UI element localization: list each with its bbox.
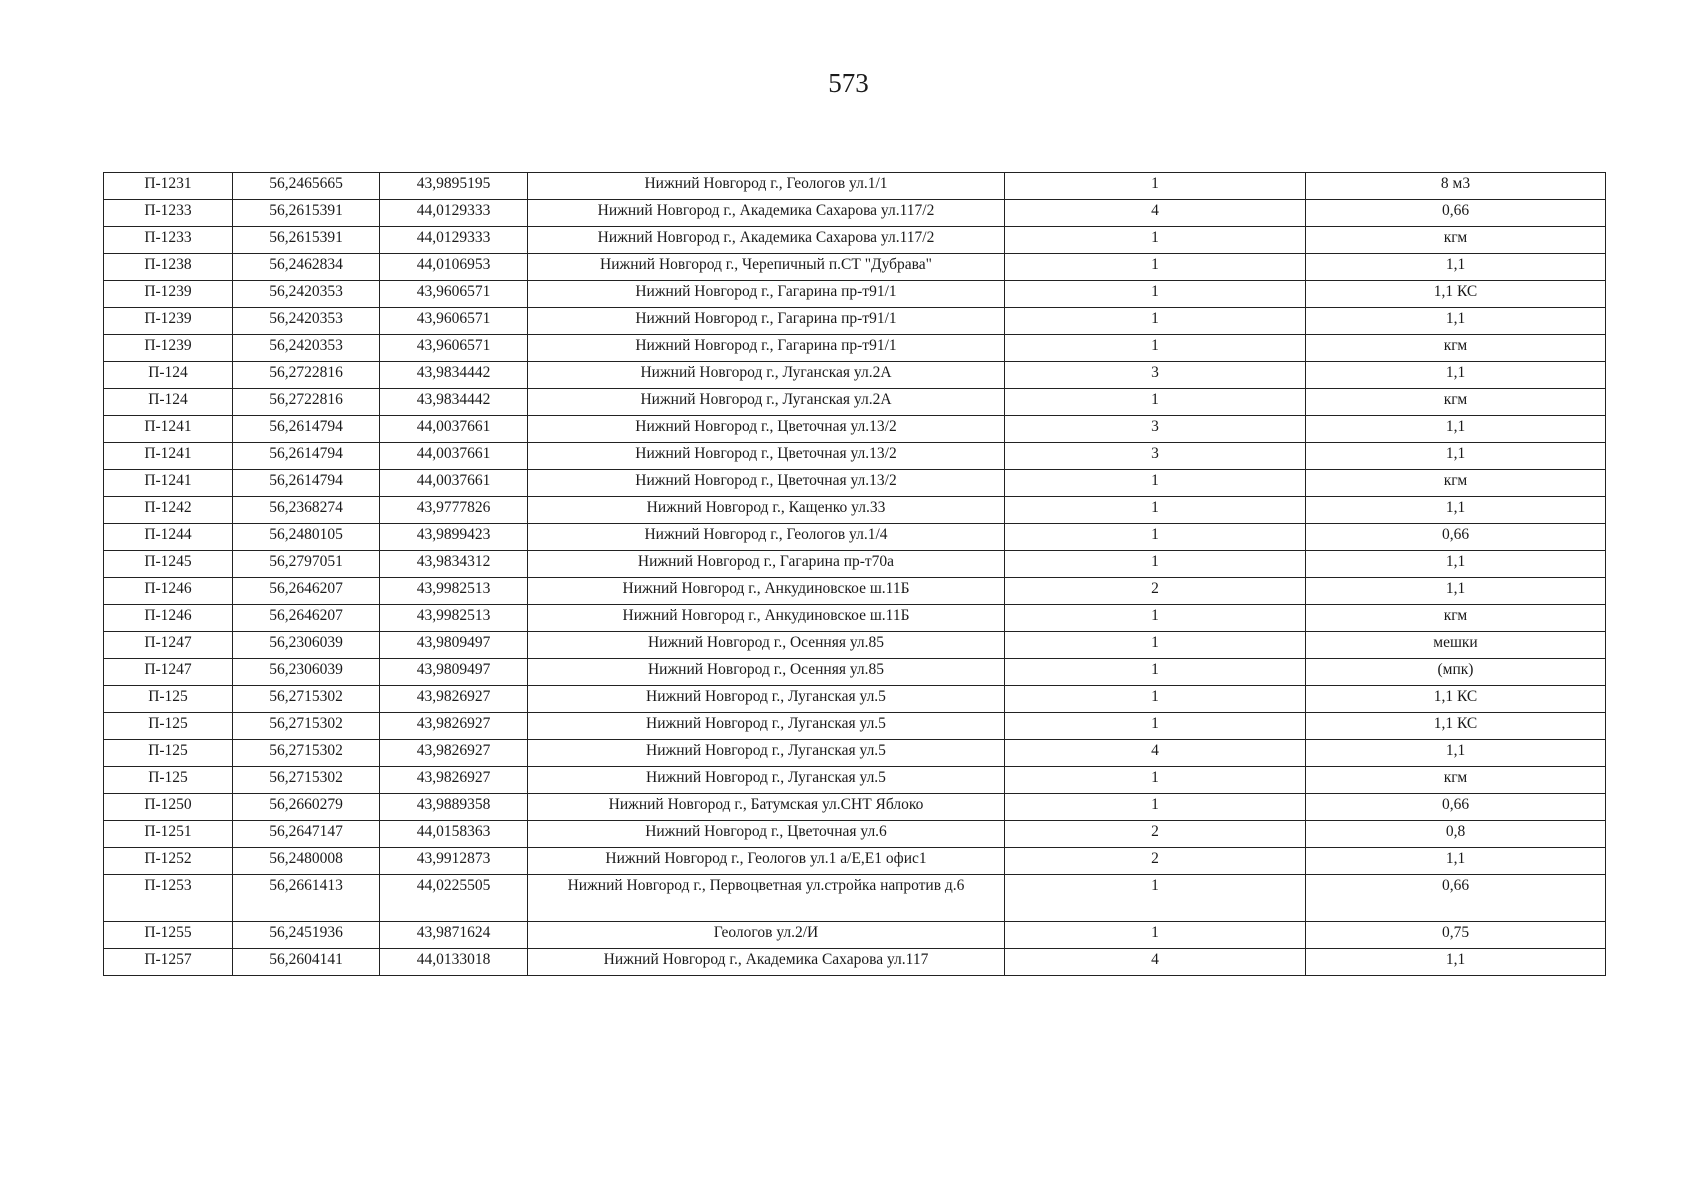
volume-cell: 1,1 КС xyxy=(1306,686,1606,713)
table-row xyxy=(104,875,1606,922)
volume-cell: 0,66 xyxy=(1306,875,1606,922)
volume-cell: 1,1 xyxy=(1306,497,1606,524)
longitude-cell: 43,9895195 xyxy=(380,173,528,200)
longitude-cell: 43,9982513 xyxy=(380,578,528,605)
address-cell: Нижний Новгород г., Цветочная ул.13/2 xyxy=(528,443,1005,470)
latitude-cell: 56,2715302 xyxy=(233,767,380,794)
longitude-cell: 44,0158363 xyxy=(380,821,528,848)
volume-cell: 1,1 xyxy=(1306,254,1606,281)
latitude-cell: 56,2480105 xyxy=(233,524,380,551)
address-cell: Нижний Новгород г., Академика Сахарова ул.117/2 xyxy=(528,227,1005,254)
address-cell: Нижний Новгород г., Цветочная ул.6 xyxy=(528,821,1005,848)
volume-cell: кгм xyxy=(1306,389,1606,416)
table-row xyxy=(104,200,1606,227)
longitude-cell: 43,9826927 xyxy=(380,740,528,767)
table-row xyxy=(104,443,1606,470)
site-id-cell: П-125 xyxy=(104,740,233,767)
address-cell: Нижний Новгород г., Гагарина пр-т70а xyxy=(528,551,1005,578)
longitude-cell: 44,0129333 xyxy=(380,227,528,254)
latitude-cell: 56,2715302 xyxy=(233,713,380,740)
site-id-cell: П-1246 xyxy=(104,578,233,605)
latitude-cell: 56,2615391 xyxy=(233,227,380,254)
longitude-cell: 43,9606571 xyxy=(380,308,528,335)
address-cell: Нижний Новгород г., Геологов ул.1 а/Е,Е1 офис1 xyxy=(528,848,1005,875)
table-row xyxy=(104,922,1606,949)
count-cell: 1 xyxy=(1005,632,1306,659)
volume-cell: 0,66 xyxy=(1306,200,1606,227)
site-id-cell: П-1252 xyxy=(104,848,233,875)
site-id-cell: П-1253 xyxy=(104,875,233,922)
latitude-cell: 56,2604141 xyxy=(233,949,380,976)
longitude-cell: 43,9606571 xyxy=(380,335,528,362)
table-row xyxy=(104,659,1606,686)
address-cell: Нижний Новгород г., Гагарина пр-т91/1 xyxy=(528,308,1005,335)
address-cell: Нижний Новгород г., Луганская ул.2А xyxy=(528,362,1005,389)
address-cell: Нижний Новгород г., Осенняя ул.85 xyxy=(528,659,1005,686)
site-id-cell: П-1250 xyxy=(104,794,233,821)
latitude-cell: 56,2368274 xyxy=(233,497,380,524)
site-id-cell: П-125 xyxy=(104,767,233,794)
latitude-cell: 56,2420353 xyxy=(233,335,380,362)
table-row xyxy=(104,767,1606,794)
table-row xyxy=(104,578,1606,605)
site-id-cell: П-1244 xyxy=(104,524,233,551)
site-id-cell: П-1255 xyxy=(104,922,233,949)
count-cell: 2 xyxy=(1005,848,1306,875)
latitude-cell: 56,2715302 xyxy=(233,686,380,713)
volume-cell: 0,66 xyxy=(1306,794,1606,821)
volume-cell: 1,1 xyxy=(1306,551,1606,578)
address-cell: Нижний Новгород г., Луганская ул.2А xyxy=(528,389,1005,416)
site-id-cell: П-124 xyxy=(104,362,233,389)
latitude-cell: 56,2306039 xyxy=(233,659,380,686)
count-cell: 4 xyxy=(1005,740,1306,767)
longitude-cell: 43,9899423 xyxy=(380,524,528,551)
count-cell: 1 xyxy=(1005,686,1306,713)
table-row xyxy=(104,740,1606,767)
volume-cell: 1,1 xyxy=(1306,848,1606,875)
site-id-cell: П-1233 xyxy=(104,227,233,254)
site-id-cell: П-1241 xyxy=(104,443,233,470)
volume-cell: 0,75 xyxy=(1306,922,1606,949)
address-cell: Нижний Новгород г., Цветочная ул.13/2 xyxy=(528,470,1005,497)
table-body xyxy=(104,173,1606,976)
count-cell: 1 xyxy=(1005,551,1306,578)
latitude-cell: 56,2614794 xyxy=(233,443,380,470)
volume-cell: 8 м3 xyxy=(1306,173,1606,200)
count-cell: 3 xyxy=(1005,443,1306,470)
address-cell: Нижний Новгород г., Луганская ул.5 xyxy=(528,740,1005,767)
table-row xyxy=(104,848,1606,875)
count-cell: 1 xyxy=(1005,335,1306,362)
volume-cell: кгм xyxy=(1306,227,1606,254)
count-cell: 4 xyxy=(1005,200,1306,227)
longitude-cell: 43,9834312 xyxy=(380,551,528,578)
longitude-cell: 43,9982513 xyxy=(380,605,528,632)
count-cell: 1 xyxy=(1005,524,1306,551)
address-cell: Нижний Новгород г., Геологов ул.1/1 xyxy=(528,173,1005,200)
longitude-cell: 43,9834442 xyxy=(380,362,528,389)
site-id-cell: П-1239 xyxy=(104,308,233,335)
latitude-cell: 56,2646207 xyxy=(233,605,380,632)
volume-cell: 1,1 xyxy=(1306,578,1606,605)
count-cell: 1 xyxy=(1005,470,1306,497)
longitude-cell: 44,0037661 xyxy=(380,470,528,497)
latitude-cell: 56,2420353 xyxy=(233,281,380,308)
address-cell: Нижний Новгород г., Луганская ул.5 xyxy=(528,767,1005,794)
count-cell: 1 xyxy=(1005,922,1306,949)
count-cell: 1 xyxy=(1005,389,1306,416)
count-cell: 1 xyxy=(1005,767,1306,794)
address-cell: Нижний Новгород г., Черепичный п.СТ "Дубрава" xyxy=(528,254,1005,281)
site-id-cell: П-1239 xyxy=(104,281,233,308)
longitude-cell: 44,0037661 xyxy=(380,416,528,443)
latitude-cell: 56,2451936 xyxy=(233,922,380,949)
latitude-cell: 56,2722816 xyxy=(233,389,380,416)
address-cell: Нижний Новгород г., Цветочная ул.13/2 xyxy=(528,416,1005,443)
longitude-cell: 44,0106953 xyxy=(380,254,528,281)
site-id-cell: П-1257 xyxy=(104,949,233,976)
longitude-cell: 43,9809497 xyxy=(380,659,528,686)
address-cell: Нижний Новгород г., Геологов ул.1/4 xyxy=(528,524,1005,551)
site-id-cell: П-125 xyxy=(104,713,233,740)
count-cell: 4 xyxy=(1005,949,1306,976)
address-cell: Нижний Новгород г., Луганская ул.5 xyxy=(528,686,1005,713)
latitude-cell: 56,2646207 xyxy=(233,578,380,605)
count-cell: 1 xyxy=(1005,281,1306,308)
latitude-cell: 56,2462834 xyxy=(233,254,380,281)
volume-cell: 0,66 xyxy=(1306,524,1606,551)
address-cell: Нижний Новгород г., Гагарина пр-т91/1 xyxy=(528,281,1005,308)
longitude-cell: 43,9889358 xyxy=(380,794,528,821)
longitude-cell: 44,0225505 xyxy=(380,875,528,922)
table-row xyxy=(104,686,1606,713)
page-number: 573 xyxy=(828,68,869,98)
table-row xyxy=(104,949,1606,976)
site-id-cell: П-1239 xyxy=(104,335,233,362)
address-cell: Нижний Новгород г., Осенняя ул.85 xyxy=(528,632,1005,659)
volume-cell: кгм xyxy=(1306,335,1606,362)
address-cell: Геологов ул.2/И xyxy=(528,922,1005,949)
table-row xyxy=(104,308,1606,335)
site-id-cell: П-1231 xyxy=(104,173,233,200)
volume-cell: (мпк) xyxy=(1306,659,1606,686)
count-cell: 1 xyxy=(1005,794,1306,821)
table-row xyxy=(104,362,1606,389)
count-cell: 1 xyxy=(1005,605,1306,632)
count-cell: 1 xyxy=(1005,173,1306,200)
volume-cell: 1,1 xyxy=(1306,308,1606,335)
table-row xyxy=(104,173,1606,200)
volume-cell: 0,8 xyxy=(1306,821,1606,848)
site-id-cell: П-1246 xyxy=(104,605,233,632)
latitude-cell: 56,2465665 xyxy=(233,173,380,200)
volume-cell: 1,1 xyxy=(1306,949,1606,976)
count-cell: 1 xyxy=(1005,308,1306,335)
count-cell: 1 xyxy=(1005,713,1306,740)
longitude-cell: 43,9871624 xyxy=(380,922,528,949)
table-row xyxy=(104,605,1606,632)
count-cell: 3 xyxy=(1005,416,1306,443)
container-sites-table xyxy=(103,172,1606,976)
table-row xyxy=(104,713,1606,740)
count-cell: 1 xyxy=(1005,254,1306,281)
table-row xyxy=(104,524,1606,551)
count-cell: 1 xyxy=(1005,875,1306,922)
longitude-cell: 44,0037661 xyxy=(380,443,528,470)
site-id-cell: П-1247 xyxy=(104,632,233,659)
volume-cell: кгм xyxy=(1306,767,1606,794)
address-cell: Нижний Новгород г., Кащенко ул.33 xyxy=(528,497,1005,524)
table-row xyxy=(104,281,1606,308)
volume-cell: 1,1 xyxy=(1306,362,1606,389)
table-row xyxy=(104,254,1606,281)
table-row xyxy=(104,821,1606,848)
table-row xyxy=(104,416,1606,443)
volume-cell: 1,1 КС xyxy=(1306,281,1606,308)
volume-cell: 1,1 xyxy=(1306,416,1606,443)
address-cell: Нижний Новгород г., Анкудиновское ш.11Б xyxy=(528,578,1005,605)
longitude-cell: 43,9777826 xyxy=(380,497,528,524)
latitude-cell: 56,2661413 xyxy=(233,875,380,922)
table-row xyxy=(104,470,1606,497)
site-id-cell: П-125 xyxy=(104,686,233,713)
volume-cell: кгм xyxy=(1306,605,1606,632)
volume-cell: 1,1 xyxy=(1306,740,1606,767)
longitude-cell: 43,9834442 xyxy=(380,389,528,416)
latitude-cell: 56,2647147 xyxy=(233,821,380,848)
longitude-cell: 44,0133018 xyxy=(380,949,528,976)
address-cell: Нижний Новгород г., Батумская ул.СНТ Яблоко xyxy=(528,794,1005,821)
address-cell: Нижний Новгород г., Луганская ул.5 xyxy=(528,713,1005,740)
latitude-cell: 56,2614794 xyxy=(233,416,380,443)
longitude-cell: 44,0129333 xyxy=(380,200,528,227)
table-row xyxy=(104,632,1606,659)
count-cell: 1 xyxy=(1005,227,1306,254)
volume-cell: 1,1 КС xyxy=(1306,713,1606,740)
site-id-cell: П-1233 xyxy=(104,200,233,227)
latitude-cell: 56,2715302 xyxy=(233,740,380,767)
site-id-cell: П-1238 xyxy=(104,254,233,281)
address-cell: Нижний Новгород г., Первоцветная ул.стройка напротив д.6 xyxy=(528,875,1005,922)
latitude-cell: 56,2797051 xyxy=(233,551,380,578)
count-cell: 3 xyxy=(1005,362,1306,389)
table-row xyxy=(104,551,1606,578)
address-cell: Нижний Новгород г., Академика Сахарова ул.117 xyxy=(528,949,1005,976)
site-id-cell: П-1247 xyxy=(104,659,233,686)
latitude-cell: 56,2420353 xyxy=(233,308,380,335)
table-row xyxy=(104,227,1606,254)
count-cell: 2 xyxy=(1005,821,1306,848)
address-cell: Нижний Новгород г., Анкудиновское ш.11Б xyxy=(528,605,1005,632)
longitude-cell: 43,9809497 xyxy=(380,632,528,659)
address-cell: Нижний Новгород г., Академика Сахарова ул.117/2 xyxy=(528,200,1005,227)
longitude-cell: 43,9912873 xyxy=(380,848,528,875)
latitude-cell: 56,2660279 xyxy=(233,794,380,821)
longitude-cell: 43,9826927 xyxy=(380,713,528,740)
latitude-cell: 56,2722816 xyxy=(233,362,380,389)
table-row xyxy=(104,389,1606,416)
volume-cell: 1,1 xyxy=(1306,443,1606,470)
site-id-cell: П-1241 xyxy=(104,470,233,497)
longitude-cell: 43,9826927 xyxy=(380,686,528,713)
table-row xyxy=(104,335,1606,362)
latitude-cell: 56,2614794 xyxy=(233,470,380,497)
longitude-cell: 43,9606571 xyxy=(380,281,528,308)
volume-cell: мешки xyxy=(1306,632,1606,659)
site-id-cell: П-1242 xyxy=(104,497,233,524)
latitude-cell: 56,2306039 xyxy=(233,632,380,659)
latitude-cell: 56,2480008 xyxy=(233,848,380,875)
table-row xyxy=(104,794,1606,821)
count-cell: 1 xyxy=(1005,659,1306,686)
site-id-cell: П-1245 xyxy=(104,551,233,578)
address-cell: Нижний Новгород г., Гагарина пр-т91/1 xyxy=(528,335,1005,362)
longitude-cell: 43,9826927 xyxy=(380,767,528,794)
latitude-cell: 56,2615391 xyxy=(233,200,380,227)
count-cell: 1 xyxy=(1005,497,1306,524)
table-row xyxy=(104,497,1606,524)
count-cell: 2 xyxy=(1005,578,1306,605)
site-id-cell: П-1251 xyxy=(104,821,233,848)
site-id-cell: П-1241 xyxy=(104,416,233,443)
site-id-cell: П-124 xyxy=(104,389,233,416)
volume-cell: кгм xyxy=(1306,470,1606,497)
